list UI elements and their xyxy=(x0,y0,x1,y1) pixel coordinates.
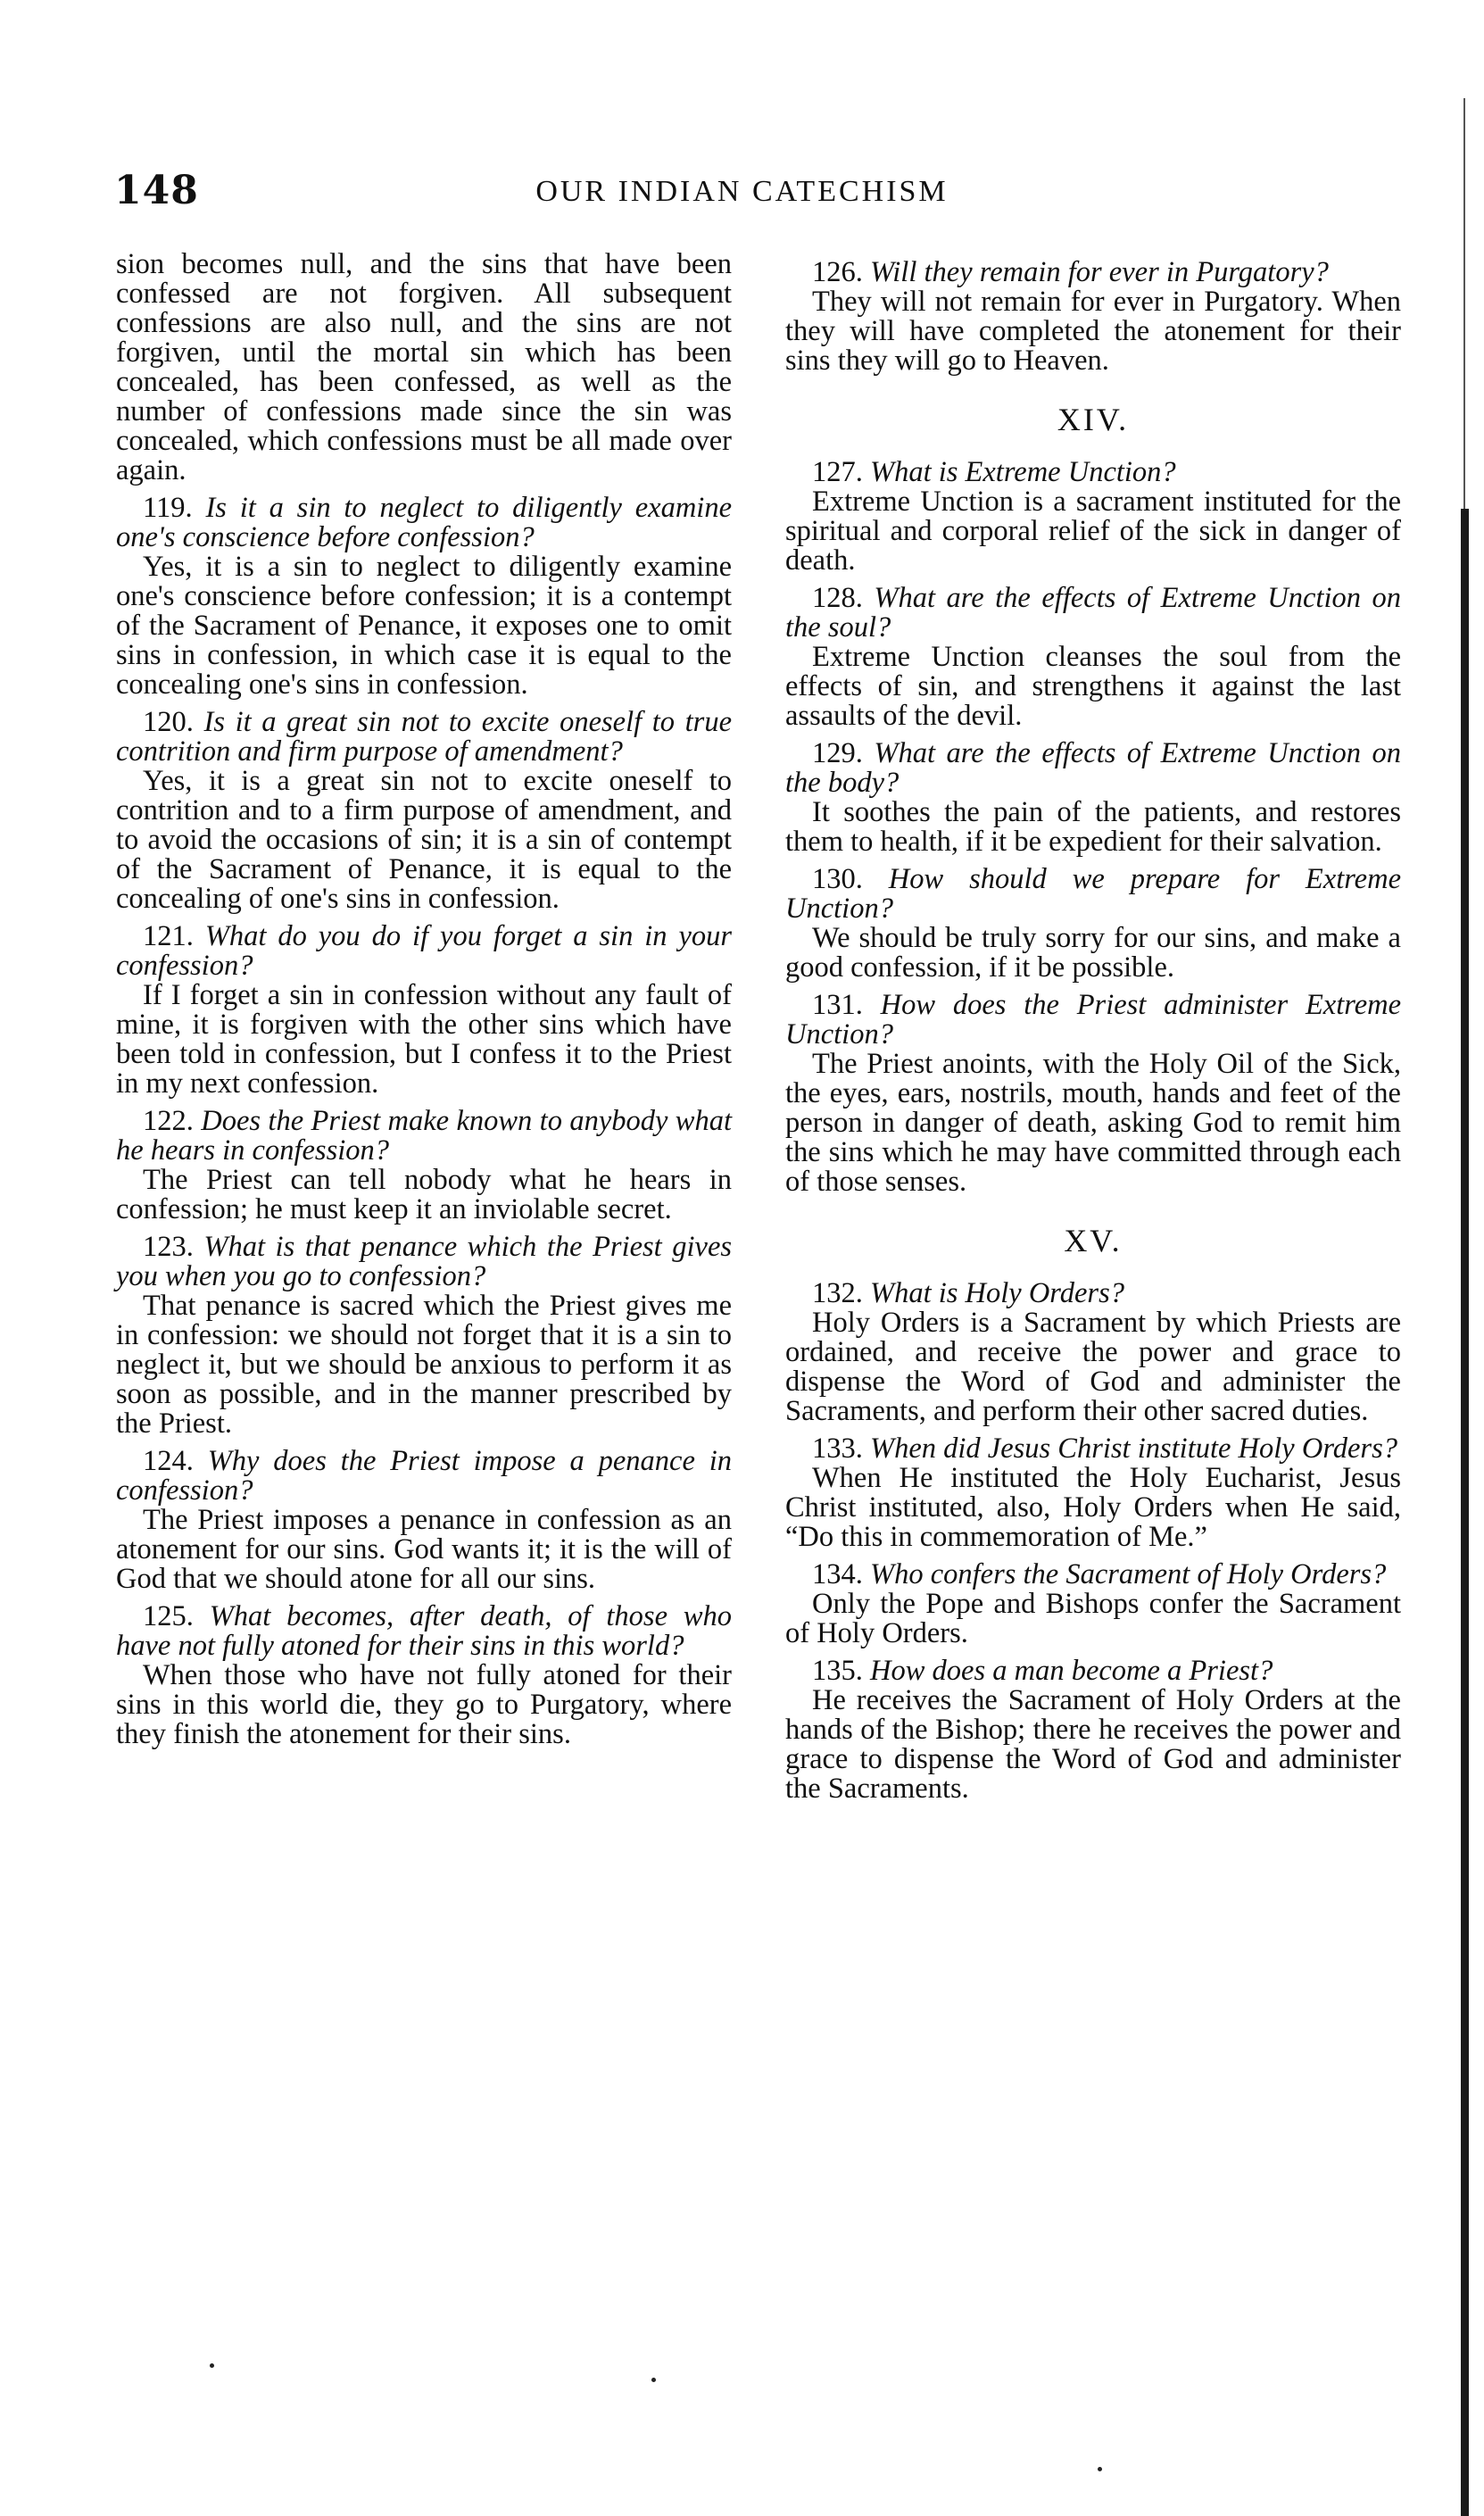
left-qa-list xyxy=(116,494,732,1749)
question-number: 120. xyxy=(143,706,194,738)
question-number: 128. xyxy=(812,582,863,614)
answer: They will not remain for ever in Purgatory. When they will have completed the atonement for their sins they will go to Heaven. xyxy=(785,286,1401,377)
right-qa-list-b xyxy=(785,458,1401,1197)
answer: He receives the Sacrament of Holy Orders at the hands of the Bishop; there he receives the power and grace to dispense the Word of God and administer the Sacraments. xyxy=(785,1684,1401,1805)
question xyxy=(116,922,732,981)
question-number: 132. xyxy=(812,1277,863,1309)
question xyxy=(785,1279,1401,1308)
question xyxy=(116,708,732,767)
answer: It soothes the pain of the patients, and restores them to health, if it be expedient for their salvation. xyxy=(785,796,1401,858)
question-text: What are the effects of Extreme Unction on the body? xyxy=(785,737,1401,799)
question xyxy=(116,1107,732,1166)
question-number: 135. xyxy=(812,1655,863,1687)
question-text: How does the Priest administer Extreme Unction? xyxy=(785,989,1402,1050)
question-number: 122. xyxy=(143,1105,194,1137)
question-number: 119. xyxy=(143,492,193,524)
question xyxy=(785,584,1401,643)
question-text: What do you do if you forget a sin in your confession? xyxy=(116,920,733,982)
question-text: Will they remain for ever in Purgatory? xyxy=(870,256,1329,288)
print-speck xyxy=(1098,2467,1102,2471)
question-number: 130. xyxy=(812,863,863,895)
question-number: 124. xyxy=(143,1445,194,1477)
question-text: Is it a sin to neglect to diligently examine one's conscience before confession? xyxy=(116,492,733,553)
question-text: When did Jesus Christ institute Holy Orders? xyxy=(870,1432,1397,1465)
right-qa-list-c xyxy=(785,1279,1401,1804)
question-text: Who confers the Sacrament of Holy Orders? xyxy=(870,1558,1387,1590)
question-text: What becomes, after death, of those who have not fully atoned for their sins in this world? xyxy=(116,1600,732,1662)
question xyxy=(116,1447,732,1506)
answer: Yes, it is a great sin not to excite oneself to contrition and to a firm purpose of amendment, and to avoid the occasions of sin; it is a sin of contempt of the Sacrament of Penance, it is equal to the concealing of one's sins in confession. xyxy=(116,765,732,915)
right-qa-list-a xyxy=(785,258,1401,376)
question-text: Does the Priest make known to anybody what he hears in confession? xyxy=(116,1105,733,1167)
answer: We should be truly sorry for our sins, and make a good confession, if it be possible. xyxy=(785,922,1401,984)
section-heading-xiv: XIV. xyxy=(1057,402,1130,437)
answer: The Priest anoints, with the Holy Oil of the Sick, the eyes, ears, nostrils, mouth, hands and feet of the person in danger of death, asking God to remit him the sins which he may have committed through each of those senses. xyxy=(785,1048,1401,1198)
left-column xyxy=(116,250,732,1749)
running-head: OUR INDIAN CATECHISM xyxy=(535,175,949,208)
question xyxy=(116,1233,732,1291)
question xyxy=(785,991,1401,1050)
question xyxy=(785,739,1401,798)
question-text: Why does the Priest impose a penance in confession? xyxy=(116,1445,732,1507)
question-text: What is Extreme Unction? xyxy=(870,456,1176,488)
question xyxy=(785,1560,1401,1590)
question-number: 127. xyxy=(812,456,863,488)
question-number: 131. xyxy=(812,989,863,1021)
page-number: 148 xyxy=(114,168,199,213)
answer: The Priest can tell nobody what he hears in confession; he must keep it an inviolable secret. xyxy=(116,1164,732,1225)
binding-edge-thin xyxy=(1463,98,1465,509)
question-number: 123. xyxy=(143,1231,194,1263)
print-speck xyxy=(210,2363,214,2368)
answer: Holy Orders is a Sacrament by which Priests are ordained, and receive the power and grace to dispense the Word of God and administer the Sacraments, and perform their other sacred duties. xyxy=(785,1307,1401,1427)
question-number: 133. xyxy=(812,1432,863,1465)
question-text: What is that penance which the Priest gives you when you go to confession? xyxy=(116,1231,733,1292)
question xyxy=(116,494,732,552)
question-number: 129. xyxy=(812,737,863,769)
question-text: How should we prepare for Extreme Unction? xyxy=(785,863,1401,925)
question-text: Is it a great sin not to excite oneself to true contrition and firm purpose of amendment? xyxy=(116,706,732,768)
question-text: How does a man become a Priest? xyxy=(870,1655,1273,1687)
answer: If I forget a sin in confession without any fault of mine, it is forgiven with the other sins which have been told in confession, but I confess it to the Priest in my next confession. xyxy=(116,979,732,1100)
question xyxy=(785,1657,1401,1686)
question xyxy=(785,865,1401,924)
continued-paragraph: sion becomes null, and the sins that have been confessed are not forgiven. All subsequent confessions are also null, and the sins are not forgiven, until the mortal sin which has been concealed, has been confessed, as well as the number of confessions made since the sin was concealed, which confessions must be all made over again. xyxy=(116,248,732,486)
question xyxy=(116,1602,732,1661)
answer: That penance is sacred which the Priest gives me in confession: we should not forget that it is a sin to neglect it, but we should be anxious to perform it as soon as possible, and in the manner prescribed by the Priest. xyxy=(116,1290,732,1440)
question-number: 126. xyxy=(812,256,863,288)
question-text: What are the effects of Extreme Unction on the soul? xyxy=(785,582,1401,644)
question-number: 125. xyxy=(143,1600,194,1632)
question xyxy=(785,458,1401,487)
question-number: 134. xyxy=(812,1558,863,1590)
answer: Extreme Unction is a sacrament instituted for the spiritual and corporal relief of the sick in danger of death. xyxy=(785,486,1401,577)
question-text: What is Holy Orders? xyxy=(870,1277,1124,1309)
answer: When He instituted the Holy Eucharist, Jesus Christ instituted, also, Holy Orders when He said, “Do this in commemoration of Me.” xyxy=(785,1462,1401,1553)
answer: Extreme Unction cleanses the soul from the effects of sin, and strengthens it against the last assaults of the devil. xyxy=(785,641,1401,732)
answer: When those who have not fully atoned for their sins in this world die, they go to Purgatory, where they finish the atonement for their sins. xyxy=(116,1659,732,1750)
question xyxy=(785,258,1401,287)
question xyxy=(785,1434,1401,1464)
answer: Only the Pope and Bishops confer the Sacrament of Holy Orders. xyxy=(785,1588,1401,1649)
answer: Yes, it is a sin to neglect to diligently examine one's conscience before confession; it is a contempt of the Sacrament of Penance, it exposes one to omit sins in confession, in which case it is equal to the concealing one's sins in confession. xyxy=(116,551,732,701)
print-speck xyxy=(651,2378,656,2382)
section-heading-xv: XV. xyxy=(1064,1223,1123,1258)
answer: The Priest imposes a penance in confession as an atonement for our sins. God wants it; it is the will of God that we should atone for all our sins. xyxy=(116,1504,732,1595)
binding-edge-shadow xyxy=(1461,509,1469,2516)
right-column xyxy=(785,250,1401,1804)
question-number: 121. xyxy=(143,920,194,952)
